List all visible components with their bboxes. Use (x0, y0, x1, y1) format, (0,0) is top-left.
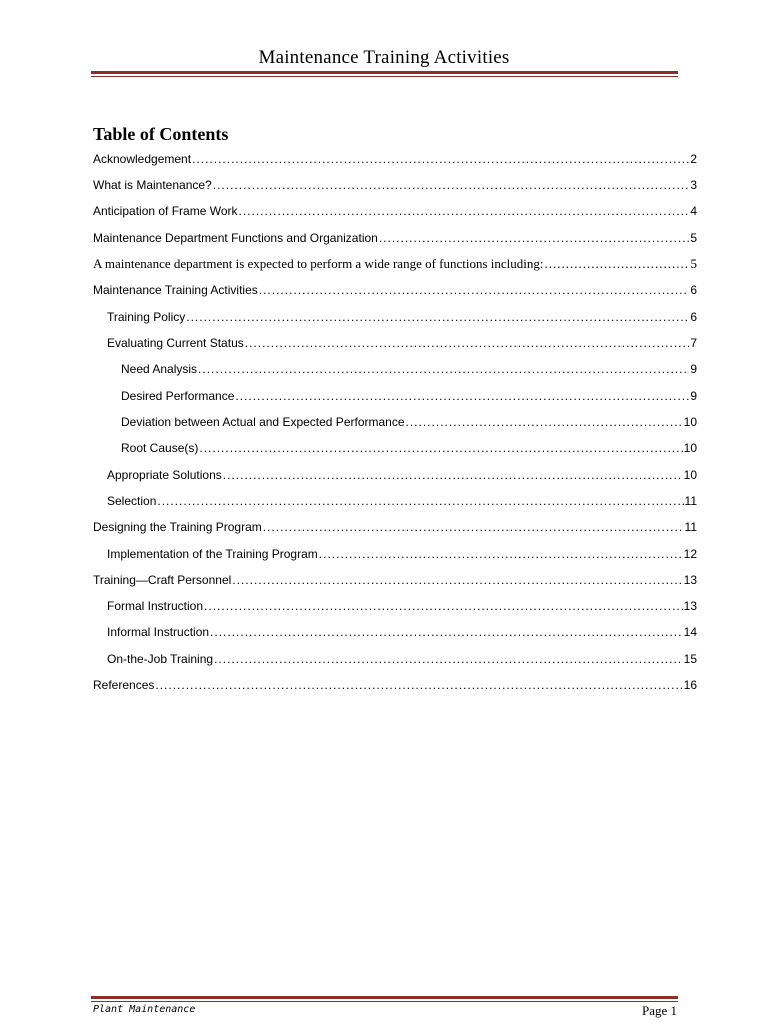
toc-entry-page: 6 (690, 310, 697, 324)
toc-entry-text: Deviation between Actual and Expected Performance (121, 415, 405, 429)
toc-entry[interactable] (93, 255, 697, 273)
toc-entry-text: Appropriate Solutions (107, 468, 222, 482)
toc-entry-page: 14 (683, 625, 697, 639)
toc-entry[interactable] (93, 281, 697, 299)
toc-entry-page: 5 (690, 231, 697, 245)
toc-leader (155, 676, 682, 694)
toc-entry-page: 10 (683, 441, 697, 455)
toc-leader (406, 413, 683, 431)
toc-entry-page: 9 (690, 389, 697, 403)
toc-leader (232, 571, 682, 589)
toc-leader (198, 360, 689, 378)
toc-entry[interactable] (93, 650, 697, 668)
toc-leader (239, 202, 690, 220)
header-rule (91, 71, 678, 77)
toc-entry-page: 6 (690, 283, 697, 297)
toc-leader (213, 176, 690, 194)
toc-entry-text: Training—Craft Personnel (93, 573, 232, 587)
toc-entry-page: 5 (690, 256, 697, 271)
toc-entry[interactable] (93, 360, 697, 378)
toc-entry-page: 16 (683, 678, 697, 692)
toc-entry-text: A maintenance department is expected to perform a wide range of functions including: (93, 256, 544, 271)
toc-entry-page: 2 (690, 152, 697, 166)
toc-entry[interactable] (93, 597, 697, 615)
toc-entry-text: References (93, 678, 155, 692)
toc-entry[interactable] (93, 202, 697, 220)
toc-entry[interactable] (93, 229, 697, 247)
toc-entry[interactable] (93, 518, 697, 536)
toc-entry-page: 4 (690, 204, 697, 218)
toc-entry-text: On-the-Job Training (107, 652, 214, 666)
toc-entry-page: 13 (683, 599, 697, 613)
toc-entry-page: 10 (683, 468, 697, 482)
toc-leader (199, 439, 682, 457)
toc-entry-text: Evaluating Current Status (107, 336, 244, 350)
footer-document-name: Plant Maintenance (93, 1004, 196, 1015)
toc-entry-text: Root Cause(s) (121, 441, 199, 455)
toc-entry-page: 9 (690, 362, 697, 376)
toc-entry-page: 10 (683, 415, 697, 429)
toc-entry-text: Formal Instruction (107, 599, 204, 613)
toc-entry-text: Informal Instruction (107, 625, 210, 639)
toc-entry-page: 11 (684, 494, 697, 508)
toc-leader (545, 255, 690, 273)
toc-entry-page: 7 (690, 336, 697, 350)
toc-entry-text: Selection (107, 494, 157, 508)
toc-entry[interactable] (93, 413, 697, 431)
toc-entry-text: Acknowledgement (93, 152, 192, 166)
toc-entry[interactable] (93, 676, 697, 694)
toc-entry[interactable] (93, 439, 697, 457)
toc-leader (259, 281, 690, 299)
toc-entry[interactable] (93, 308, 697, 326)
toc-entry[interactable] (93, 492, 697, 510)
toc-leader (319, 545, 683, 563)
toc-leader (235, 387, 689, 405)
toc-entry[interactable] (93, 150, 697, 168)
toc-entry-text: Designing the Training Program (93, 520, 262, 534)
toc-entry-page: 3 (690, 178, 697, 192)
toc-entry-page: 11 (684, 520, 697, 534)
toc-entry-text: What is Maintenance? (93, 178, 212, 192)
toc-leader (186, 308, 689, 326)
toc-entry[interactable] (93, 387, 697, 405)
toc-leader (157, 492, 683, 510)
toc-leader (192, 150, 689, 168)
toc-entry-page: 12 (683, 547, 697, 561)
toc-entry[interactable] (93, 334, 697, 352)
toc-leader (210, 623, 683, 641)
toc-entry[interactable] (93, 623, 697, 641)
toc-entry-page: 15 (683, 652, 697, 666)
toc-entry-text: Desired Performance (121, 389, 235, 403)
toc-leader (214, 650, 683, 668)
toc-leader (223, 466, 683, 484)
toc-leader (263, 518, 684, 536)
page-header-title: Maintenance Training Activities (258, 47, 510, 68)
toc-heading: Table of Contents (93, 124, 229, 144)
footer-page-number: Page 1 (641, 1003, 677, 1018)
toc-leader (379, 229, 689, 247)
toc-entry[interactable] (93, 545, 697, 563)
toc-entry[interactable] (93, 466, 697, 484)
toc-entry-text: Maintenance Department Functions and Organization (93, 231, 378, 245)
toc-entry-page: 13 (683, 573, 697, 587)
toc-leader (204, 597, 683, 615)
toc-entry-text: Maintenance Training Activities (93, 283, 258, 297)
toc-entry-text: Implementation of the Training Program (107, 547, 318, 561)
toc-entry[interactable] (93, 176, 697, 194)
toc-entry-text: Need Analysis (121, 362, 198, 376)
toc-leader (245, 334, 690, 352)
footer-rule (91, 996, 678, 1002)
toc-entry-text: Training Policy (107, 310, 186, 324)
toc-entry-text: Anticipation of Frame Work (93, 204, 238, 218)
toc-entry[interactable] (93, 571, 697, 589)
